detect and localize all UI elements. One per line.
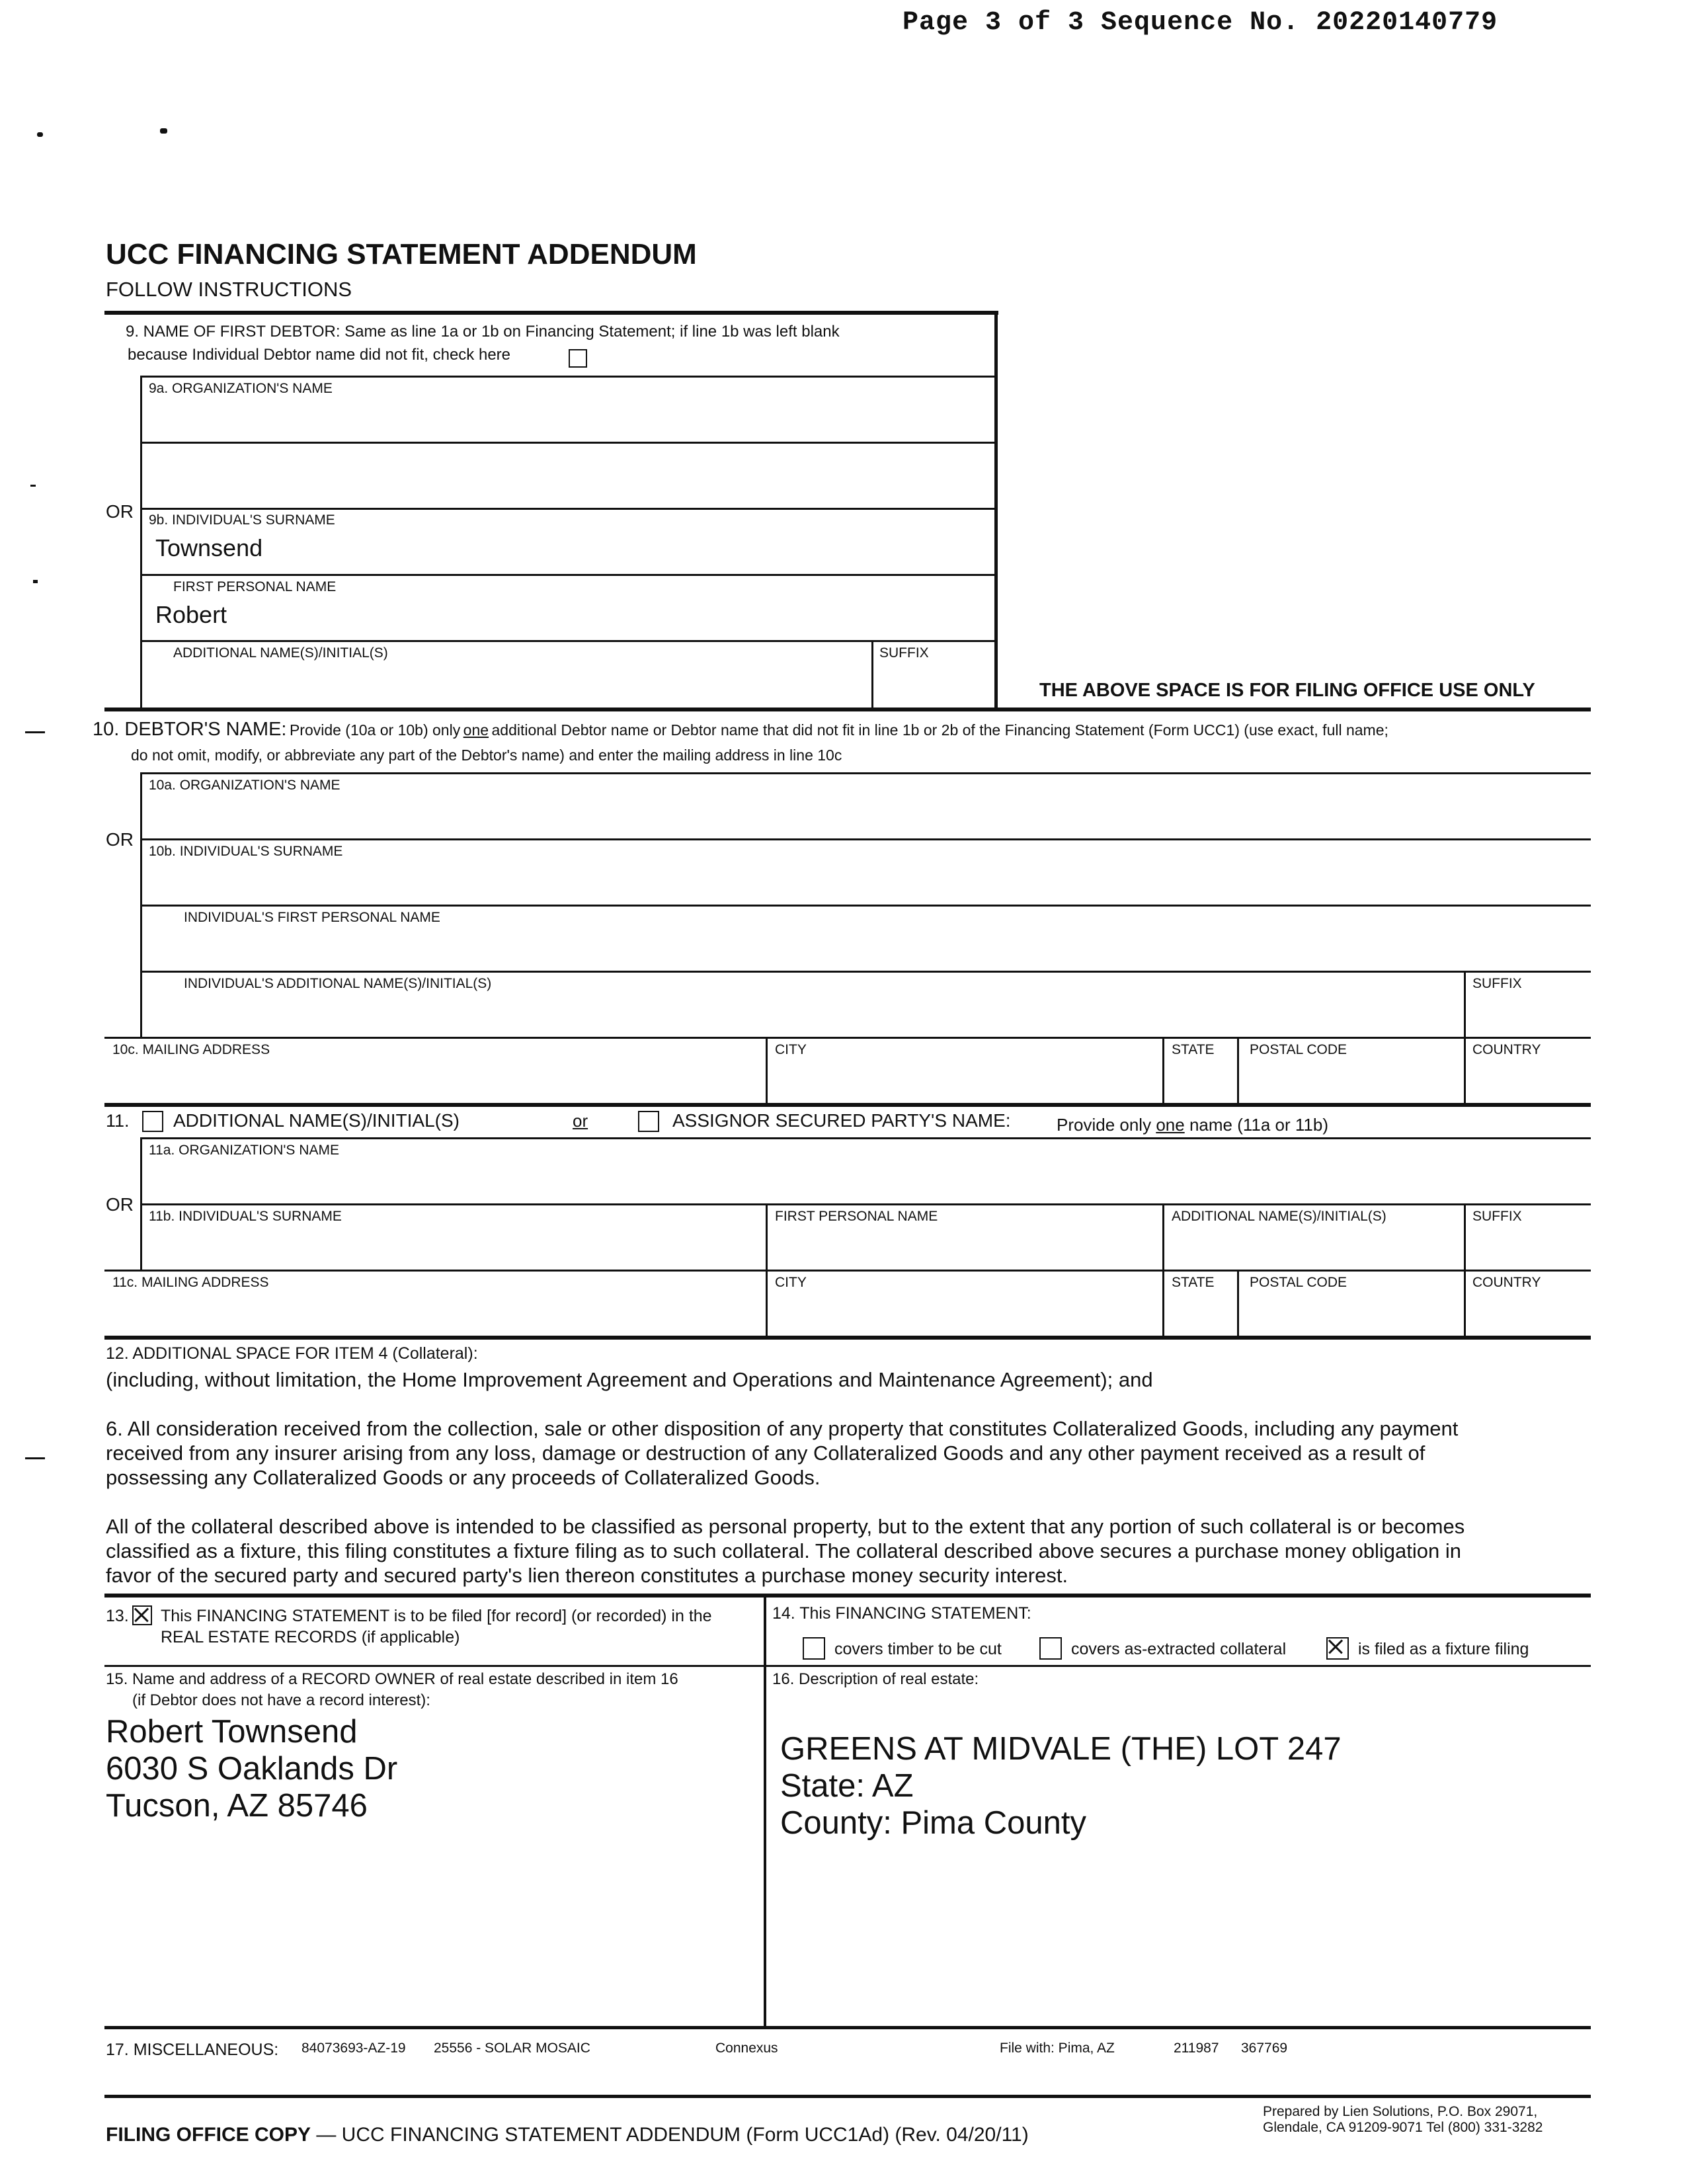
item10-state-label: STATE [1172, 1042, 1215, 1057]
scan-speck [25, 1457, 45, 1459]
rule [104, 1665, 1591, 1667]
item10-label-prefix: 10. DEBTOR'S NAME: [93, 719, 287, 740]
item9-suffix-label: SUFFIX [879, 645, 929, 661]
item11-number: 11. [106, 1111, 130, 1131]
item10-additional-label: INDIVIDUAL'S ADDITIONAL NAME(S)/INITIAL(S) [184, 976, 492, 991]
item10-postal-label: POSTAL CODE [1250, 1042, 1347, 1057]
rule [1237, 1270, 1239, 1336]
item11c-label: 11c. MAILING ADDRESS [112, 1275, 269, 1290]
additional-secured-party-checkbox[interactable] [142, 1111, 163, 1132]
item10-or: OR [106, 829, 134, 850]
form-title: UCC FINANCING STATEMENT ADDENDUM [106, 238, 697, 270]
item11a-label: 11a. ORGANIZATION'S NAME [149, 1143, 339, 1158]
rule [141, 1137, 1591, 1139]
record-owner-street: 6030 S Oaklands Dr [106, 1751, 398, 1787]
item10-label-rest2: additional Debtor name or Debtor name that did not fit in line 1b or 2b of the Financing Statement (Form UCC1) (use exact, full name; [491, 721, 1388, 739]
rule [994, 311, 998, 708]
item10-label [93, 719, 1388, 741]
collateral-line-1: (including, without limitation, the Home Improvement Agreement and Operations and Maintenance Agreement); and [106, 1368, 1153, 1391]
rule [104, 311, 998, 315]
item11-or-word: or [573, 1111, 588, 1131]
item9b-label: 9b. INDIVIDUAL'S SURNAME [149, 512, 335, 528]
rule [141, 905, 1591, 907]
rule [141, 442, 994, 444]
scan-speck [160, 128, 167, 134]
first-debtor-name-not-fit-checkbox[interactable] [569, 349, 587, 368]
item11-country-label: COUNTRY [1472, 1275, 1541, 1290]
item10-label-one: one [463, 721, 489, 739]
item11-suffix-label: SUFFIX [1472, 1209, 1522, 1224]
item10-country-label: COUNTRY [1472, 1042, 1541, 1057]
item11-provide-note [1057, 1115, 1328, 1135]
real-estate-description-line1: GREENS AT MIDVALE (THE) LOT 247 [780, 1731, 1342, 1767]
filing-office-note: THE ABOVE SPACE IS FOR FILING OFFICE USE ONLY [1039, 680, 1535, 701]
item9-label: 9. NAME OF FIRST DEBTOR: Same as line 1a or 1b on Financing Statement; if line 1b was left blank [126, 323, 840, 341]
item16-label: 16. Description of real estate: [772, 1670, 979, 1688]
item11-assignor-label: ASSIGNOR SECURED PARTY'S NAME: [672, 1110, 1011, 1131]
collateral-paragraph-7-line3: favor of the secured party and secured party's lien thereon constitutes a purchase money security interest. [106, 1564, 1068, 1587]
item15-label-line1: 15. Name and address of a RECORD OWNER of real estate described in item 16 [106, 1670, 678, 1688]
footer-copy-line [106, 2124, 1029, 2146]
item14-opt2: covers as-extracted collateral [1071, 1640, 1287, 1658]
rule [104, 2026, 1591, 2029]
prepared-by-line2: Glendale, CA 91209-9071 Tel (800) 331-3282 [1263, 2120, 1543, 2135]
misc-ref-2: 25556 - SOLAR MOSAIC [434, 2041, 590, 2056]
rule [1237, 1037, 1239, 1103]
rule [141, 772, 1591, 774]
item11-state-label: STATE [1172, 1275, 1215, 1290]
misc-ref-5: 211987 [1174, 2041, 1219, 2056]
item13-number: 13. [106, 1607, 129, 1625]
misc-ref-4: File with: Pima, AZ [1000, 2041, 1115, 2056]
scan-speck [33, 580, 38, 583]
rule [104, 1336, 1591, 1340]
item10b-label: 10b. INDIVIDUAL'S SURNAME [149, 844, 343, 859]
item10-suffix-label: SUFFIX [1472, 976, 1522, 991]
item9-additional-label: ADDITIONAL NAME(S)/INITIAL(S) [173, 645, 388, 661]
rule [104, 1594, 1591, 1598]
item11-postal-label: POSTAL CODE [1250, 1275, 1347, 1290]
rule [141, 574, 994, 576]
item11-additional-label2: ADDITIONAL NAME(S)/INITIAL(S) [1172, 1209, 1386, 1224]
page-sequence-header: Page 3 of 3 Sequence No. 20220140779 [903, 8, 1498, 38]
item10-label-rest: Provide (10a or 10b) only [289, 721, 461, 739]
real-estate-description-line2: State: AZ [780, 1768, 914, 1804]
item10c-label: 10c. MAILING ADDRESS [112, 1042, 270, 1057]
rule [104, 2095, 1591, 2098]
item13-line1: This FINANCING STATEMENT is to be filed [for record] (or recorded) in the [161, 1607, 712, 1625]
item9-first-label: FIRST PERSONAL NAME [173, 579, 337, 594]
rule [871, 640, 873, 708]
item11-first-label: FIRST PERSONAL NAME [775, 1209, 938, 1224]
form-subtitle: FOLLOW INSTRUCTIONS [106, 278, 352, 301]
item11b-label: 11b. INDIVIDUAL'S SURNAME [149, 1209, 342, 1224]
collateral-paragraph-6-line3: possessing any Collateralized Goods or any proceeds of Collateralized Goods. [106, 1466, 821, 1489]
item10-label-line2: do not omit, modify, or abbreviate any part of the Debtor's name) and enter the mailing address in line 10c [131, 747, 842, 764]
rule [104, 1270, 1591, 1272]
rule [141, 508, 994, 510]
rule [104, 1037, 1591, 1039]
footer-copy-rest: — UCC FINANCING STATEMENT ADDENDUM (Form UCC1Ad) (Rev. 04/20/11) [311, 2124, 1029, 2146]
rule [104, 1103, 1591, 1107]
item11-or: OR [106, 1194, 134, 1215]
as-extracted-checkbox[interactable] [1039, 1637, 1062, 1660]
scan-speck [25, 731, 45, 733]
item12-label: 12. ADDITIONAL SPACE FOR ITEM 4 (Collateral): [106, 1344, 478, 1363]
collateral-paragraph-7-line2: classified as a fixture, this filing constitutes a fixture filing as to such collateral. The collateral described above secures a purchase money obligation in [106, 1539, 1461, 1562]
rule [141, 1203, 1591, 1205]
misc-ref-3: Connexus [715, 2041, 778, 2056]
debtor-first-name-value: Robert [155, 601, 227, 628]
item14-opt3: is filed as a fixture filing [1358, 1640, 1529, 1658]
item13-line2: REAL ESTATE RECORDS (if applicable) [161, 1628, 460, 1646]
rule [141, 838, 1591, 840]
misc-ref-1: 84073693-AZ-19 [301, 2041, 406, 2056]
rule [141, 640, 994, 642]
prepared-by-line1: Prepared by Lien Solutions, P.O. Box 29071, [1263, 2104, 1538, 2119]
collateral-paragraph-7-line1: All of the collateral described above is intended to be classified as personal property, but to the extent that any portion of such collateral is or becomes [106, 1515, 1465, 1538]
timber-checkbox[interactable] [803, 1637, 825, 1660]
record-owner-name: Robert Townsend [106, 1714, 358, 1750]
scan-speck [30, 485, 36, 487]
item11-provide-one: one [1156, 1115, 1185, 1135]
debtor-surname-value: Townsend [155, 534, 263, 561]
item9a-label: 9a. ORGANIZATION'S NAME [149, 381, 333, 396]
collateral-paragraph-6-line2: received from any insurer arising from any loss, damage or destruction of any Collateralized Goods and any other payment received as a result of [106, 1441, 1425, 1465]
rule [140, 376, 142, 708]
item11-additional-label: ADDITIONAL NAME(S)/INITIAL(S) [173, 1110, 460, 1131]
footer-copy-bold: FILING OFFICE COPY [106, 2124, 311, 2146]
item9-or: OR [106, 501, 134, 522]
rule [141, 376, 994, 378]
record-owner-city-state-zip: Tucson, AZ 85746 [106, 1788, 368, 1824]
rule [1162, 1037, 1164, 1103]
rule [104, 708, 1591, 711]
item14-label: 14. This FINANCING STATEMENT: [772, 1604, 1031, 1623]
item10-first-label: INDIVIDUAL'S FIRST PERSONAL NAME [184, 910, 440, 925]
item17-label: 17. MISCELLANEOUS: [106, 2041, 279, 2059]
misc-ref-6: 367769 [1241, 2041, 1288, 2056]
item11-provide-prefix: Provide only [1057, 1115, 1152, 1135]
item10-city-label: CITY [775, 1042, 807, 1057]
rule [766, 1037, 768, 1103]
collateral-paragraph-6-line1: 6. All consideration received from the collection, sale or other disposition of any property that constitutes Collateralized Goods, including any payment [106, 1417, 1459, 1440]
assignor-secured-party-checkbox[interactable] [638, 1111, 659, 1132]
item10a-label: 10a. ORGANIZATION'S NAME [149, 778, 341, 793]
rule [764, 1594, 766, 2027]
item11-city-label: CITY [775, 1275, 807, 1290]
real-estate-records-checkbox[interactable] [132, 1605, 152, 1625]
item11-provide-suffix: name (11a or 11b) [1189, 1115, 1328, 1135]
fixture-filing-checkbox[interactable] [1326, 1637, 1349, 1660]
real-estate-description-line3: County: Pima County [780, 1805, 1086, 1841]
scan-speck [37, 132, 43, 137]
rule [141, 971, 1591, 973]
item14-opt1: covers timber to be cut [834, 1640, 1002, 1658]
item9-label-line2: because Individual Debtor name did not fit, check here [128, 346, 511, 364]
item15-label-line2: (if Debtor does not have a record interest): [132, 1691, 430, 1709]
